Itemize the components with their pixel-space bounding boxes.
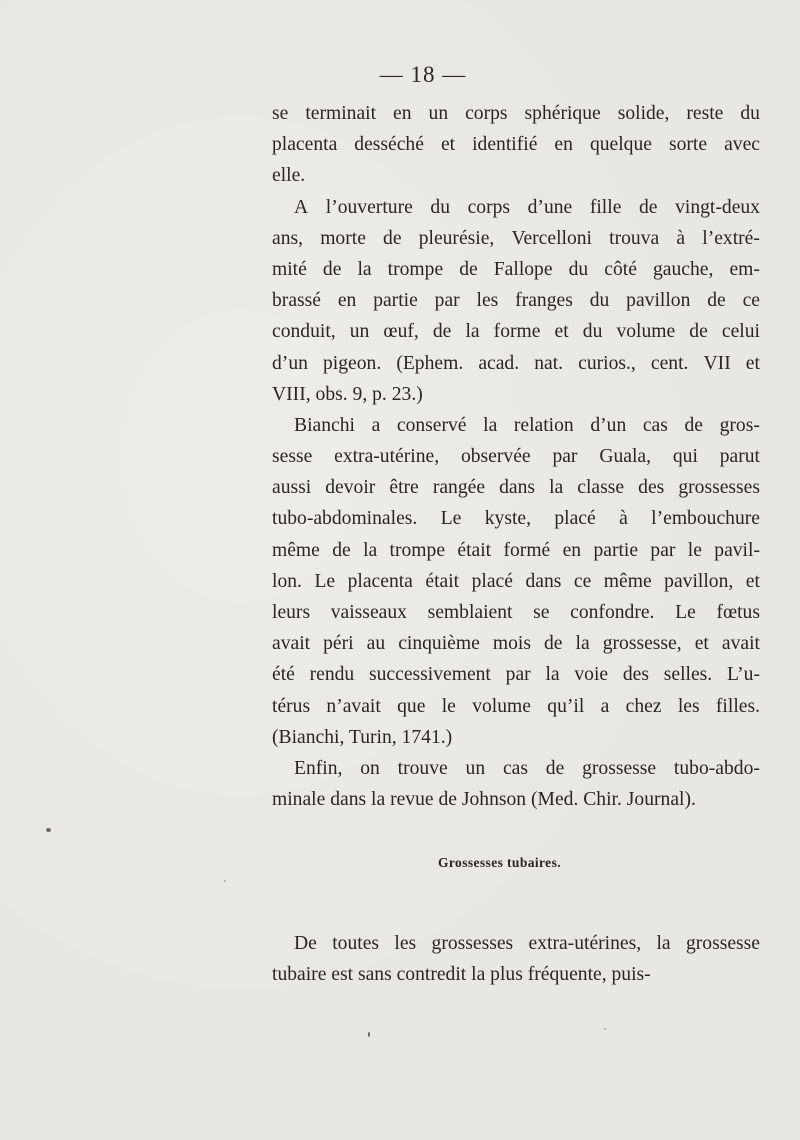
body-text-top: [272, 98, 760, 815]
text-line: aussi devoir être rangée dans la classe des grossesses: [272, 477, 760, 499]
text-line: sesse extra-utérine, observée par Guala, qui parut: [272, 446, 760, 468]
text-line: même de la trompe était formé en partie par le pavil-: [272, 539, 760, 561]
text-line: térus n’avait que le volume qu’il a chez les filles.: [272, 695, 760, 717]
paper-speck: [46, 828, 51, 832]
text-line: De toutes les grossesses extra-utérines, la grossesse: [294, 933, 760, 954]
paper-speck: [224, 880, 226, 882]
text-line: Enfin, on trouve un cas de grossesse tubo-abdo-: [294, 757, 760, 779]
section-heading: Grossesses tubaires.: [438, 855, 562, 870]
text-line: Bianchi a conservé la relation d’un cas de gros-: [294, 414, 760, 436]
text-line: d’un pigeon. (Ephem. acad. nat. curios., cent. VII et: [272, 352, 760, 374]
text-line: conduit, un œuf, de la forme et du volume de celui: [272, 321, 760, 343]
text-line: avait péri au cinquième mois de la grossesse, et avait: [272, 633, 760, 655]
text-line: lon. Le placenta était placé dans ce même pavillon, et: [272, 570, 760, 592]
text-line: leurs vaisseaux semblaient se confondre. Le fœtus: [272, 602, 760, 623]
text-line: ans, morte de pleurésie, Vercelloni trouva à l’extré-: [272, 227, 760, 249]
page-number: — 18 —: [379, 62, 467, 87]
text-line: elle.: [272, 165, 306, 187]
text-line: se terminait en un corps sphérique solide, reste du: [272, 103, 760, 124]
text-line: minale dans la revue de Johnson (Med. Chir. Journal).: [272, 789, 696, 811]
text-line: placenta desséché et identifié en quelque sorte avec: [272, 134, 760, 156]
text-line: tubaire est sans contredit la plus fréquente, puis-: [272, 964, 651, 986]
text-line: A l’ouverture du corps d’une fille de vingt-deux: [294, 196, 760, 218]
text-line: mité de la trompe de Fallope du côté gauche, em-: [272, 258, 760, 280]
text-line: tubo-abdominales. Le kyste, placé à l’embouchure: [272, 508, 760, 530]
body-text-bottom: [272, 928, 760, 990]
text-line: été rendu successivement par la voie des selles. L’u-: [272, 664, 760, 686]
text-line: (Bianchi, Turin, 1741.): [272, 726, 453, 748]
text-line: VIII, obs. 9, p. 23.): [272, 383, 423, 405]
paper-speck: [368, 1032, 370, 1037]
paper-speck: [604, 1028, 606, 1030]
text-line: brassé en partie par les franges du pavillon de ce: [272, 290, 760, 312]
